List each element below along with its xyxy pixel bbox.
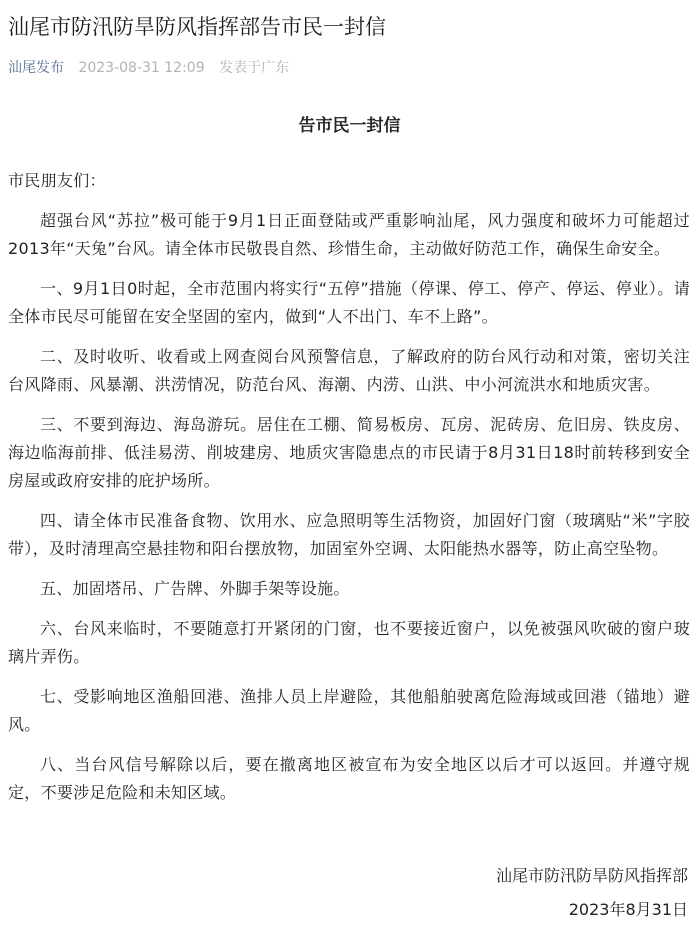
signature-date: 2023年8月31日 [568,900,688,919]
article-meta [8,58,289,78]
publish-location: 发表于广东 [219,60,290,76]
signature-organization: 汕尾市防汛防旱防风指挥部 [495,866,688,885]
letter-paragraph-4: 四、请全体市民准备食物、饮用水、应急照明等生活物资，加固好门窗（玻璃贴“米”字胶带），及时清理高空悬挂物和阳台摆放物，加固室外空调、太阳能热水器等，防止高空坠物。 [8,511,690,558]
article-title: 汕尾市防汛防旱防风指挥部告市民一封信 [8,15,386,39]
letter-paragraph-6: 六、台风来临时，不要随意打开紧闭的门窗，也不要接近窗户，以免被强风吹破的窗户玻璃片弄伤。 [8,619,690,666]
source-account-link[interactable]: 汕尾发布 [8,60,64,76]
letter-body [8,167,690,819]
letter-paragraph-7: 七、受影响地区渔船回港、渔排人员上岸避险，其他船舶驶离危险海域或回港（锚地）避风。 [8,687,690,734]
letter-heading: 告市民一封信 [298,116,401,136]
letter-paragraph-5: 五、加固塔吊、广告牌、外脚手架等设施。 [40,579,350,598]
letter-paragraph-1: 一、9月1日0时起，全市范围内将实行“五停”措施（停课、停工、停产、停运、停业）。请全体市民尽可能留在安全坚固的室内，做到“人不出门、车不上路”。 [8,279,690,326]
letter-paragraph-intro: 超强台风“苏拉”极可能于9月1日正面登陆或严重影响汕尾，风力强度和破坏力可能超过2013年“天兔”台风。请全体市民敬畏自然、珍惜生命，主动做好防范工作，确保生命安全。 [8,211,690,258]
publish-datetime: 2023-08-31 12:09 [78,60,205,76]
letter-paragraph-8: 八、当台风信号解除以后，要在撤离地区被宣布为安全地区以后才可以返回。并遵守规定，不要涉足危险和未知区域。 [8,755,690,802]
letter-paragraph-3: 三、不要到海边、海岛游玩。居住在工棚、简易板房、瓦房、泥砖房、危旧房、铁皮房、海边临海前排、低洼易涝、削坡建房、地质灾害隐患点的市民请于8月31日18时前转移到安全房屋或政府安排的庇护场所。 [8,415,690,490]
letter-paragraph-2: 二、及时收听、收看或上网查阅台风预警信息，了解政府的防台风行动和对策，密切关注台风降雨、风暴潮、洪涝情况，防范台风、海潮、内涝、山洪、中小河流洪水和地质灾害。 [8,347,690,394]
letter-greeting: 市民朋友们： [8,171,106,190]
